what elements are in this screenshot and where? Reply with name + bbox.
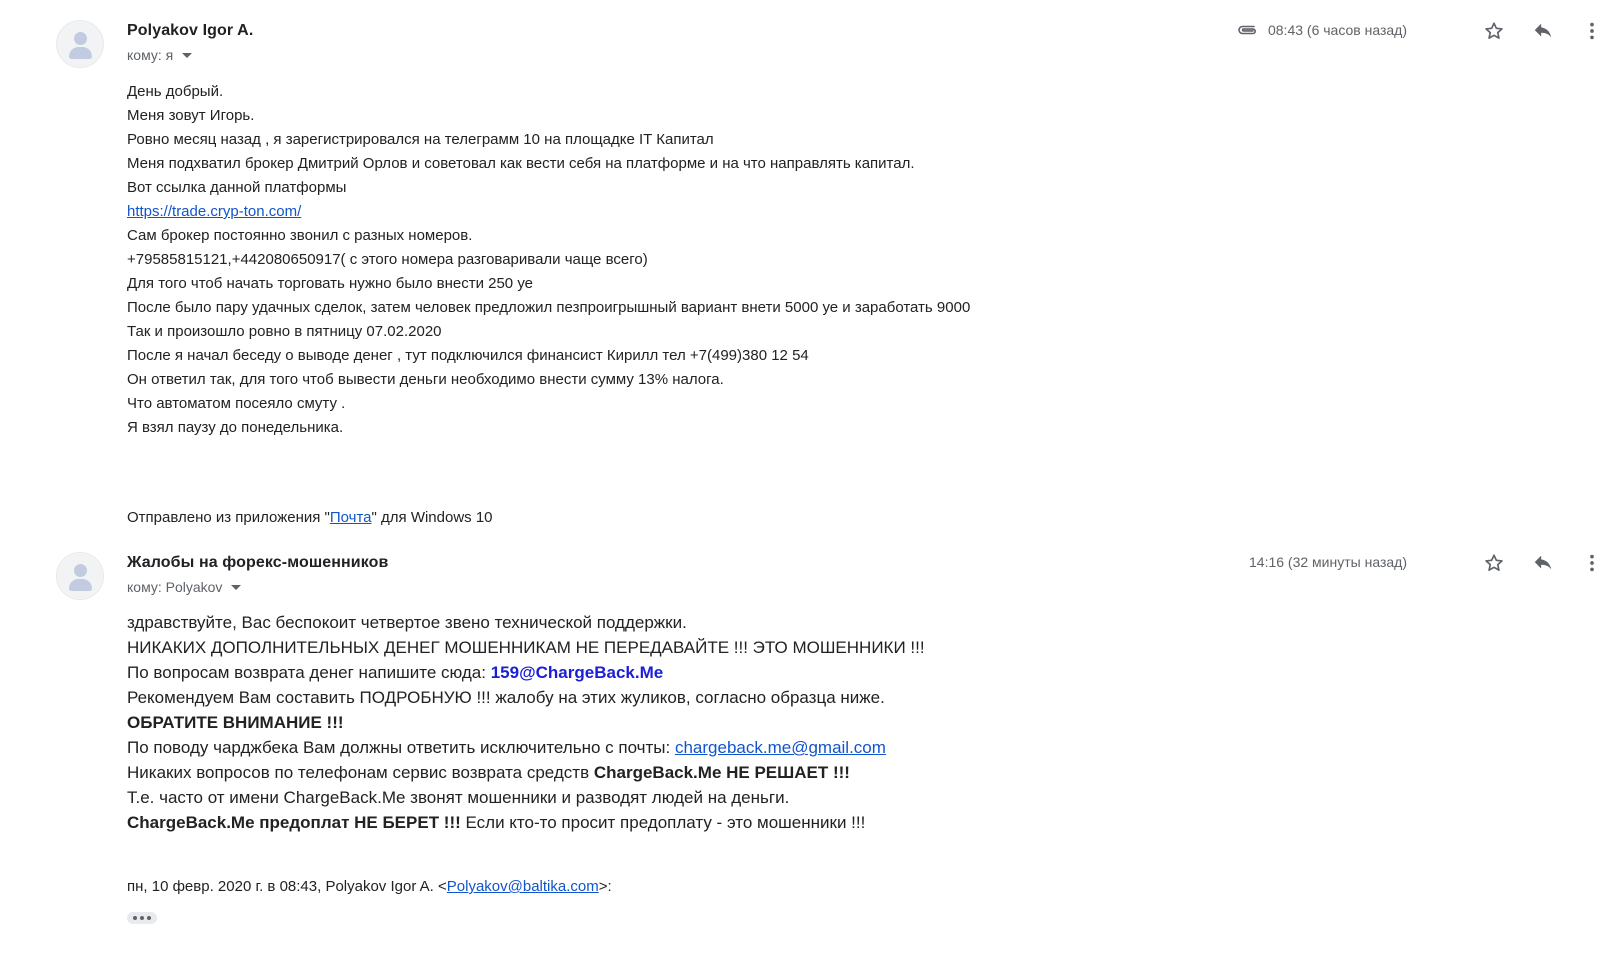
more-vert-icon[interactable] xyxy=(1578,549,1606,577)
body-line: Так и произошло ровно в пятницу 07.02.2020 xyxy=(127,323,442,340)
star-icon[interactable] xyxy=(1480,17,1508,45)
star-icon[interactable] xyxy=(1480,549,1508,577)
person-avatar-icon[interactable] xyxy=(56,20,104,68)
chevron-down-icon[interactable] xyxy=(231,585,241,590)
recipient-label: кому: я xyxy=(127,47,174,63)
recipient-details[interactable] xyxy=(127,47,192,63)
reply-icon[interactable] xyxy=(1529,17,1557,45)
body-line: Что автоматом посеяло смуту . xyxy=(127,395,346,412)
platform-link[interactable]: https://trade.cryp-ton.com/ xyxy=(127,203,302,220)
body-line: По поводу чарджбека Вам должны ответить исключительно с почты: chargeback.me@gmail.com xyxy=(127,738,886,757)
body-line-bold: ОБРАТИТЕ ВНИМАНИЕ !!! xyxy=(127,713,344,732)
body-line: Я взял паузу до понедельника. xyxy=(127,419,344,436)
body-line: Меня подхватил брокер Дмитрий Орлов и советовал как вести себя на платформе и на что направлять капитал. xyxy=(127,155,915,172)
sender-name[interactable]: Polyakov Igor A. xyxy=(127,22,254,39)
body-line: здравствуйте, Вас беспокоит четвертое звено технической поддержки. xyxy=(127,613,687,632)
more-vert-icon[interactable] xyxy=(1578,17,1606,45)
body-line: Рекомендуем Вам составить ПОДРОБНУЮ !!! жалобу на этих жуликов, согласно образца ниже. xyxy=(127,688,885,707)
body-line: НИКАКИХ ДОПОЛНИТЕЛЬНЫХ ДЕНЕГ МОШЕННИКАМ НЕ ПЕРЕДАВАЙТЕ !!! ЭТО МОШЕННИКИ !!! xyxy=(127,638,925,657)
body-line: ChargeBack.Me предоплат НЕ БЕРЕТ !!! Если кто-то просит предоплату - это мошенники !!! xyxy=(127,813,866,832)
body-line: После я начал беседу о выводе денег , тут подключился финансист Кирилл тел +7(499)380 12 54 xyxy=(127,347,809,364)
message-time: 14:16 (32 минуты назад) xyxy=(1249,554,1407,570)
mail-signature: Отправлено из приложения "Почта" для Windows 10 xyxy=(127,509,493,526)
recipient-label: кому: Polyakov xyxy=(127,579,223,595)
support-email[interactable]: 159@ChargeBack.Me xyxy=(490,663,664,682)
body-line: Никаких вопросов по телефонам сервис возврата средств ChargeBack.Me НЕ РЕШАЕТ !!! xyxy=(127,763,850,782)
paperclip-icon xyxy=(1236,23,1260,37)
sender-name[interactable]: Жалобы на форекс-мошенников xyxy=(127,554,389,571)
message-body xyxy=(127,80,970,440)
mail-app-link[interactable]: Почта xyxy=(329,509,372,526)
body-line: Ровно месяц назад , я зарегистрировался на телеграмм 10 на площадке IT Капитал xyxy=(127,131,714,148)
message-meta xyxy=(1236,22,1407,38)
body-line: После было пару удачных сделок, затем человек предложил пезпроигрышный вариант внети 5000 уе и заработать 9000 xyxy=(127,299,971,316)
chargeback-email-link[interactable]: chargeback.me@gmail.com xyxy=(674,738,886,757)
body-line: Т.е. часто от имени ChargeBack.Me звонят мошенники и разводят людей на деньги. xyxy=(127,788,790,807)
body-line: По вопросам возврата денег напишите сюда: 159@ChargeBack.Me xyxy=(127,663,664,682)
body-line: Для того чтоб начать торговать нужно было внести 250 уе xyxy=(127,275,533,292)
recipient-details[interactable] xyxy=(127,579,241,595)
message-body xyxy=(127,610,925,835)
quoted-header: пн, 10 февр. 2020 г. в 08:43, Polyakov Igor A. <Polyakov@baltika.com>: xyxy=(127,878,612,895)
body-line: Сам брокер постоянно звонил с разных номеров. xyxy=(127,227,473,244)
body-line: День добрый. xyxy=(127,83,224,100)
chevron-down-icon[interactable] xyxy=(182,53,192,58)
ellipsis-icon[interactable] xyxy=(127,912,157,924)
body-line: Он ответил так, для того чтоб вывести деньги необходимо внести сумму 13% налога. xyxy=(127,371,724,388)
body-line: +79585815121,+442080650917( с этого номера разговаривали чаще всего) xyxy=(127,251,648,268)
quoted-sender-email[interactable]: Polyakov@baltika.com xyxy=(446,878,599,895)
body-line: Вот ссылка данной платформы xyxy=(127,179,347,196)
message-time: 08:43 (6 часов назад) xyxy=(1267,22,1407,38)
message-meta xyxy=(1249,554,1407,570)
reply-icon[interactable] xyxy=(1529,549,1557,577)
body-line: Меня зовут Игорь. xyxy=(127,107,255,124)
person-avatar-icon[interactable] xyxy=(56,552,104,600)
